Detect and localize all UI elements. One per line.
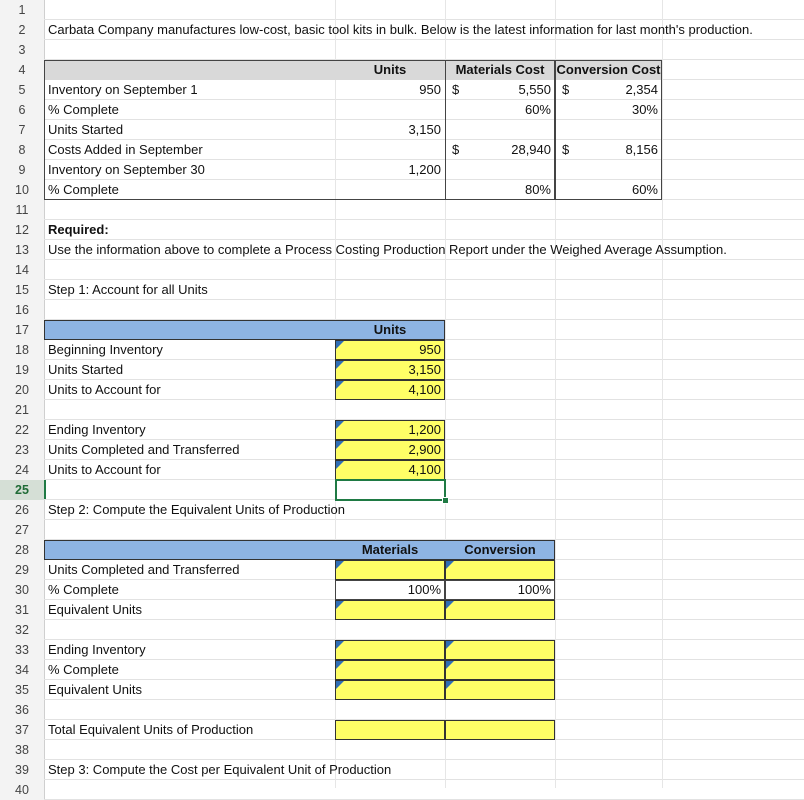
row-header[interactable]: 25 bbox=[0, 480, 46, 500]
row-header[interactable]: 37 bbox=[0, 720, 45, 740]
intro-row-units[interactable] bbox=[335, 180, 445, 200]
step1-row-value[interactable]: 1,200 bbox=[408, 422, 441, 437]
row-header[interactable]: 38 bbox=[0, 740, 45, 760]
row-header[interactable]: 13 bbox=[0, 240, 45, 260]
step2-header-conversion[interactable]: Conversion bbox=[464, 542, 536, 557]
step2-materials-value[interactable] bbox=[335, 600, 445, 620]
step2-row-label[interactable]: Equivalent Units bbox=[48, 682, 142, 697]
intro-row-conversion[interactable]: 2,354 bbox=[625, 82, 658, 97]
row-header[interactable]: 5 bbox=[0, 80, 45, 100]
intro-row-label[interactable]: Inventory on September 30 bbox=[48, 162, 205, 177]
row-header[interactable]: 17 bbox=[0, 320, 45, 340]
header-conversion-cost[interactable]: Conversion Cost bbox=[556, 62, 661, 77]
intro-row-conversion[interactable] bbox=[555, 120, 662, 140]
step1-row-value[interactable]: 2,900 bbox=[408, 442, 441, 457]
intro-row-label[interactable]: Inventory on September 1 bbox=[48, 82, 198, 97]
row-header[interactable]: 9 bbox=[0, 160, 45, 180]
row-header[interactable]: 33 bbox=[0, 640, 45, 660]
step2-materials-value[interactable]: 100% bbox=[407, 582, 441, 597]
step1-row-label[interactable]: Units to Account for bbox=[48, 462, 161, 477]
row-header[interactable]: 14 bbox=[0, 260, 45, 280]
row-header[interactable]: 40 bbox=[0, 780, 45, 800]
step3-title[interactable]: Step 3: Compute the Cost per Equivalent Unit of Production bbox=[48, 762, 392, 777]
row-header[interactable]: 31 bbox=[0, 600, 45, 620]
fill-handle[interactable] bbox=[442, 497, 449, 504]
row-header[interactable]: 10 bbox=[0, 180, 45, 200]
step2-conversion-value[interactable] bbox=[445, 680, 555, 700]
intro-row-conversion[interactable]: 30% bbox=[631, 102, 658, 117]
step2-conversion-value[interactable] bbox=[445, 720, 555, 740]
step2-conversion-value[interactable] bbox=[445, 640, 555, 660]
header-units[interactable]: Units bbox=[373, 62, 407, 77]
step1-row-value[interactable]: 4,100 bbox=[408, 382, 441, 397]
row-header[interactable]: 15 bbox=[0, 280, 45, 300]
intro-row-materials[interactable]: 28,940 bbox=[511, 142, 551, 157]
row-header[interactable]: 11 bbox=[0, 200, 45, 220]
row-header[interactable]: 6 bbox=[0, 100, 45, 120]
step2-title[interactable]: Step 2: Compute the Equivalent Units of Production bbox=[48, 502, 346, 517]
step1-row-value[interactable]: 3,150 bbox=[408, 362, 441, 377]
step1-row-value[interactable]: 950 bbox=[419, 342, 441, 357]
intro-dollar-sign: $ bbox=[562, 82, 570, 97]
intro-row-conversion[interactable]: 60% bbox=[631, 182, 658, 197]
row-header[interactable]: 29 bbox=[0, 560, 45, 580]
step2-conversion-value[interactable] bbox=[445, 600, 555, 620]
row-header[interactable]: 4 bbox=[0, 60, 45, 80]
intro-row-units[interactable] bbox=[335, 140, 445, 160]
intro-row-label[interactable]: % Complete bbox=[48, 102, 119, 117]
row-header[interactable]: 36 bbox=[0, 700, 45, 720]
row-header[interactable]: 12 bbox=[0, 220, 45, 240]
row-header[interactable]: 23 bbox=[0, 440, 45, 460]
intro-row-conversion[interactable]: 8,156 bbox=[625, 142, 658, 157]
instruction-text[interactable]: Use the information above to complete a Process Costing Production Report under the Weighed Average Assumption. bbox=[48, 242, 727, 257]
intro-row-label[interactable]: Units Started bbox=[48, 122, 124, 137]
intro-row-materials[interactable] bbox=[445, 160, 555, 180]
step1-header-units[interactable]: Units bbox=[373, 322, 407, 337]
intro-row-materials[interactable]: 5,550 bbox=[518, 82, 551, 97]
intro-row-conversion[interactable] bbox=[555, 160, 662, 180]
intro-row-label[interactable]: % Complete bbox=[48, 182, 119, 197]
row-header[interactable]: 8 bbox=[0, 140, 45, 160]
header-materials-cost[interactable]: Materials Cost bbox=[455, 62, 545, 77]
row-header[interactable]: 3 bbox=[0, 40, 45, 60]
step1-row-value[interactable]: 4,100 bbox=[408, 462, 441, 477]
step2-row-label[interactable]: Ending Inventory bbox=[48, 642, 146, 657]
step2-header-materials[interactable]: Materials bbox=[361, 542, 419, 557]
intro-row-units[interactable] bbox=[335, 100, 445, 120]
selected-cell[interactable] bbox=[335, 479, 446, 501]
intro-row-label[interactable]: Costs Added in September bbox=[48, 142, 203, 157]
row-header[interactable]: 20 bbox=[0, 380, 45, 400]
step2-materials-value[interactable] bbox=[335, 560, 445, 580]
intro-description[interactable]: Carbata Company manufactures low-cost, basic tool kits in bulk. Below is the latest information for last month's production. bbox=[48, 22, 753, 37]
step1-title[interactable]: Step 1: Account for all Units bbox=[48, 282, 208, 297]
row-header[interactable]: 19 bbox=[0, 360, 45, 380]
row-header[interactable]: 39 bbox=[0, 760, 45, 780]
step2-row-label[interactable]: % Complete bbox=[48, 662, 119, 677]
row-header[interactable]: 35 bbox=[0, 680, 45, 700]
row-header[interactable]: 21 bbox=[0, 400, 45, 420]
step2-row-label[interactable]: Equivalent Units bbox=[48, 602, 142, 617]
row-header[interactable]: 34 bbox=[0, 660, 45, 680]
row-header[interactable]: 1 bbox=[0, 0, 45, 20]
step1-row-label[interactable]: Beginning Inventory bbox=[48, 342, 163, 357]
row-header[interactable]: 30 bbox=[0, 580, 45, 600]
row-header[interactable]: 24 bbox=[0, 460, 45, 480]
step2-materials-value[interactable] bbox=[335, 640, 445, 660]
step1-row-label[interactable]: Ending Inventory bbox=[48, 422, 146, 437]
intro-row-units[interactable]: 950 bbox=[419, 82, 441, 97]
step1-row-label[interactable]: Units Completed and Transferred bbox=[48, 442, 240, 457]
row-header[interactable]: 7 bbox=[0, 120, 45, 140]
step2-materials-value[interactable] bbox=[335, 720, 445, 740]
step1-row-label[interactable]: Units to Account for bbox=[48, 382, 161, 397]
intro-row-materials[interactable]: 60% bbox=[524, 102, 551, 117]
intro-row-units[interactable]: 3,150 bbox=[408, 122, 441, 137]
row-header[interactable]: 27 bbox=[0, 520, 45, 540]
step2-materials-value[interactable] bbox=[335, 680, 445, 700]
step2-row-label[interactable]: Total Equivalent Units of Production bbox=[48, 722, 254, 737]
row-header[interactable]: 2 bbox=[0, 20, 45, 40]
required-label[interactable]: Required: bbox=[48, 222, 109, 237]
step2-row-label[interactable]: Units Completed and Transferred bbox=[48, 562, 240, 577]
step2-row-label[interactable]: % Complete bbox=[48, 582, 119, 597]
step2-conversion-value[interactable] bbox=[445, 560, 555, 580]
step2-conversion-value[interactable]: 100% bbox=[517, 582, 551, 597]
intro-row-materials[interactable] bbox=[445, 120, 555, 140]
row-header[interactable]: 28 bbox=[0, 540, 45, 560]
intro-row-units[interactable]: 1,200 bbox=[408, 162, 441, 177]
column-divider bbox=[662, 0, 663, 788]
intro-row-materials[interactable]: 80% bbox=[524, 182, 551, 197]
intro-dollar-sign: $ bbox=[452, 142, 460, 157]
intro-dollar-sign: $ bbox=[562, 142, 570, 157]
intro-dollar-sign: $ bbox=[452, 82, 460, 97]
row-header[interactable]: 32 bbox=[0, 620, 45, 640]
step1-row-label[interactable]: Units Started bbox=[48, 362, 124, 377]
row-header[interactable]: 22 bbox=[0, 420, 45, 440]
row-header[interactable]: 26 bbox=[0, 500, 45, 520]
step2-conversion-value[interactable] bbox=[445, 660, 555, 680]
row-header[interactable]: 18 bbox=[0, 340, 45, 360]
row-header[interactable]: 16 bbox=[0, 300, 45, 320]
step2-materials-value[interactable] bbox=[335, 660, 445, 680]
